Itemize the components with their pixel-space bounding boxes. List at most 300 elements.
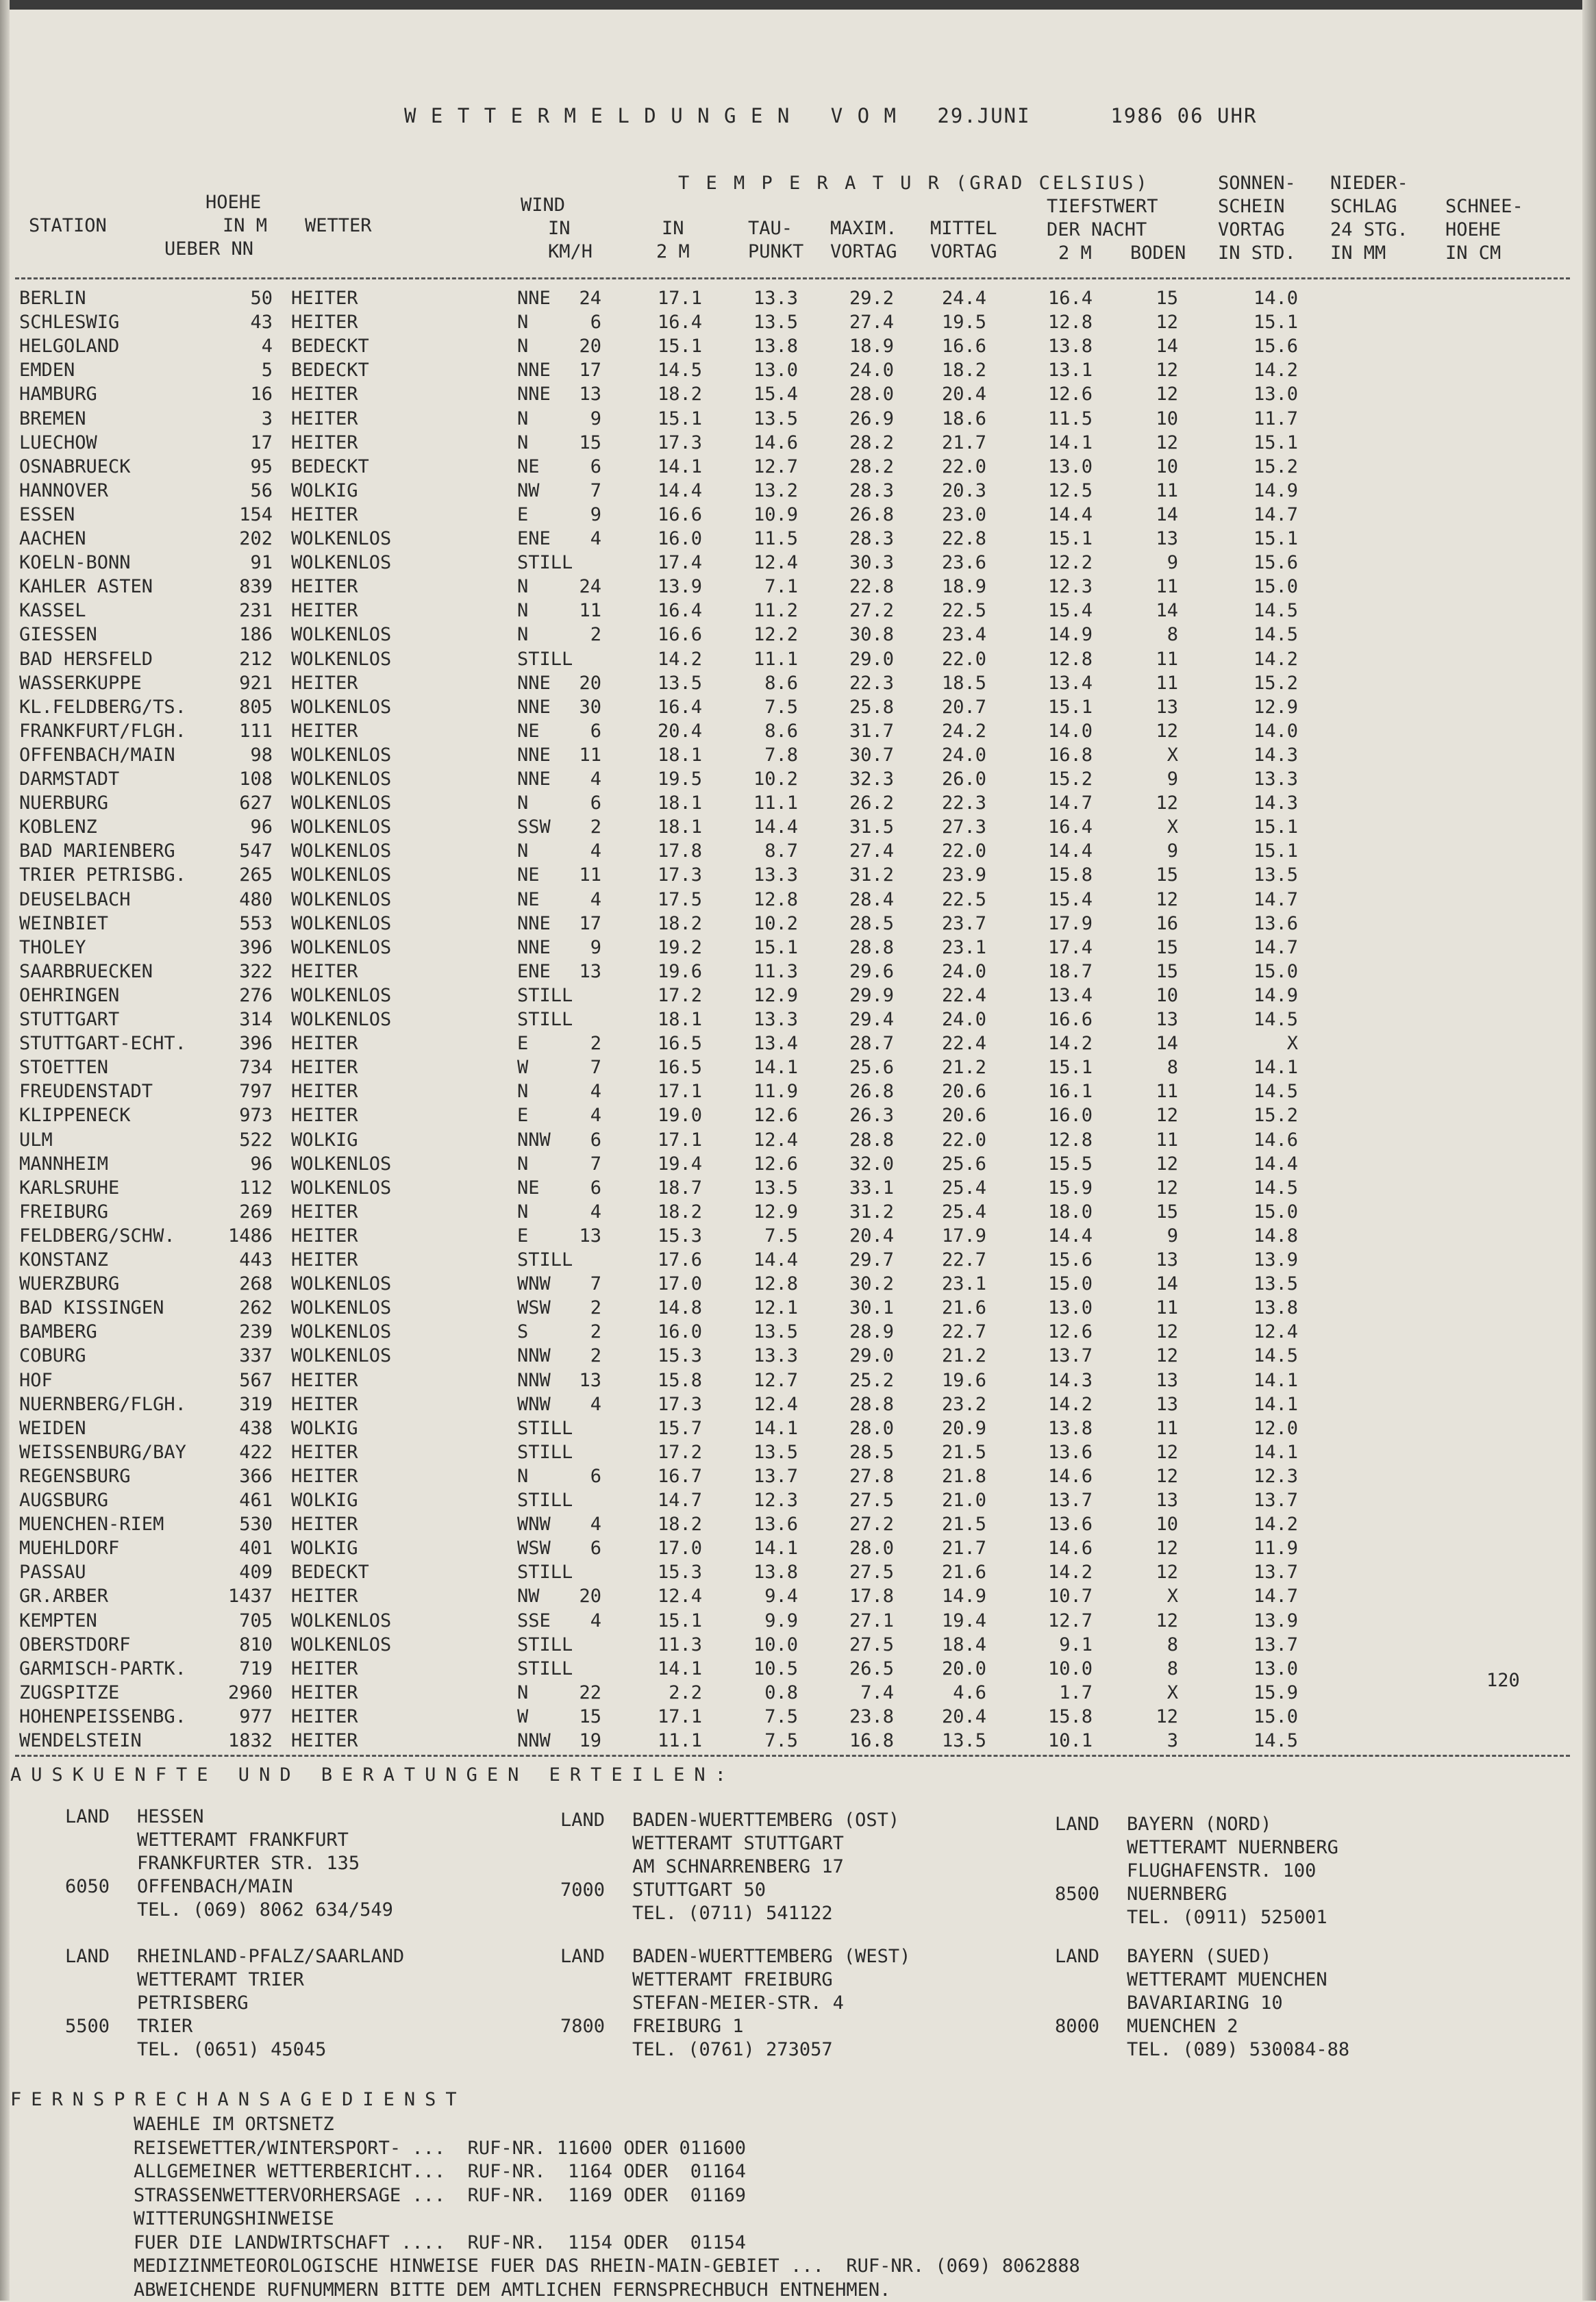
cell-min-ground: 13 [1156,1249,1178,1271]
cell-min-ground: 12 [1156,720,1178,742]
cell-max: 27.5 [849,1490,894,1511]
cell-min2m: 14.6 [1047,1465,1093,1487]
cell-dew: 7.5 [764,1225,798,1247]
cell-station: MUENCHEN-RIEM [19,1514,164,1536]
cell-dew: 13.4 [753,1033,798,1055]
cell-sun: 12.4 [1253,1321,1298,1343]
header-in2m-1: IN [662,218,684,239]
table-row [0,1177,1596,1201]
cell-min2m: 16.4 [1047,816,1093,838]
cell-sun: 14.1 [1253,1369,1298,1391]
header-tiefst-2m: 2 M [1058,242,1092,264]
phone-service-line: REISEWETTER/WINTERSPORT- ... RUF-NR. 11600 ODER 011600 [134,2137,747,2159]
table-row [0,336,1596,359]
cell-height: 262 [239,1297,273,1319]
cell-weather: HEITER [291,431,358,453]
cell-min-ground: 10 [1156,455,1178,477]
cell-weather: HEITER [291,1730,358,1751]
office-land-label: LAND [1055,1814,1100,1835]
cell-wind-dir: STILL [517,1634,573,1655]
cell-sun: 14.7 [1253,1586,1298,1607]
cell-wind-dir: NE [517,720,540,742]
table-row [0,864,1596,888]
cell-wind-dir: S [517,1321,529,1343]
cell-station: GR.ARBER [19,1586,109,1607]
table-row [0,1321,1596,1344]
cell-min-ground: 13 [1156,696,1178,718]
cell-wind-dir: W [517,1057,529,1079]
cell-dew: 13.5 [753,1177,798,1199]
cell-max: 27.2 [849,1514,894,1536]
cell-weather: HEITER [291,1441,358,1463]
cell-wind-dir: NNE [517,384,551,405]
cell-max: 28.3 [849,479,894,501]
cell-dew: 13.5 [753,1441,798,1463]
cell-wind-speed: 13 [579,384,601,405]
table-row [0,1442,1596,1465]
cell-dew: 10.5 [753,1657,798,1679]
cell-mean: 20.6 [941,1081,986,1103]
cell-max: 18.9 [849,336,894,358]
cell-min2m: 15.8 [1047,1705,1093,1727]
cell-station: WEISSENBURG/BAY [19,1441,186,1463]
cell-weather: HEITER [291,384,358,405]
cell-height: 112 [239,1177,273,1199]
cell-sun: 14.2 [1253,648,1298,670]
cell-t2m: 15.3 [657,1345,702,1367]
cell-wind-speed: 2 [590,1345,601,1367]
cell-max: 28.4 [849,888,894,910]
cell-t2m: 18.2 [657,912,702,934]
cell-min-ground: 11 [1156,576,1178,598]
cell-mean: 4.6 [953,1681,986,1703]
cell-station: EMDEN [19,360,75,381]
cell-dew: 10.0 [753,1634,798,1655]
table-row [0,1057,1596,1080]
cell-max: 31.7 [849,720,894,742]
cell-sun: 15.9 [1253,1681,1298,1703]
cell-wind-speed: 6 [590,1177,601,1199]
cell-max: 27.4 [849,840,894,862]
header-wetter: WETTER [305,215,372,236]
cell-t2m: 18.2 [657,384,702,405]
office-phone: TEL. (0651) 45045 [137,2039,327,2060]
cell-max: 27.5 [849,1562,894,1584]
cell-height: 627 [239,792,273,814]
cell-sun: 14.8 [1253,1225,1298,1247]
cell-dew: 12.6 [753,1105,798,1127]
table-row [0,985,1596,1008]
cell-sun: 14.2 [1253,1514,1298,1536]
fernsprech-title: FERNSPRECHANSAGEDIENST [10,2089,466,2110]
header-sonne-1: SONNEN- [1218,173,1296,194]
cell-weather: HEITER [291,1586,358,1607]
table-row [0,768,1596,792]
cell-sun: 12.0 [1253,1417,1298,1439]
cell-wind-dir: STILL [517,1249,573,1271]
cell-min2m: 15.1 [1047,528,1093,549]
cell-t2m: 17.5 [657,888,702,910]
cell-weather: WOLKENLOS [291,528,392,549]
cell-t2m: 11.1 [657,1730,702,1751]
table-row [0,1490,1596,1513]
office-city: OFFENBACH/MAIN [137,1876,293,1897]
cell-sun: 13.7 [1253,1490,1298,1511]
cell-t2m: 16.5 [657,1033,702,1055]
cell-min-ground: 8 [1167,1657,1178,1679]
table-row [0,384,1596,407]
cell-dew: 15.1 [753,936,798,958]
cell-height: 797 [239,1081,273,1103]
cell-station: KAHLER ASTEN [19,576,153,598]
cell-mean: 22.4 [941,984,986,1006]
cell-height: 977 [239,1705,273,1727]
cell-height: 522 [239,1129,273,1151]
cell-weather: WOLKENLOS [291,744,392,766]
cell-sun: 15.6 [1253,336,1298,358]
cell-height: 443 [239,1249,273,1271]
cell-min2m: 13.4 [1047,984,1093,1006]
cell-wind-dir: STILL [517,1441,573,1463]
cell-wind-speed: 13 [579,1225,601,1247]
cell-min2m: 15.4 [1047,888,1093,910]
cell-t2m: 17.1 [657,1705,702,1727]
cell-wind-speed: 6 [590,792,601,814]
header-temperatur: T E M P E R A T U R (GRAD CELSIUS) [678,173,1150,194]
cell-station: FELDBERG/SCHW. [19,1225,175,1247]
table-row [0,697,1596,720]
cell-sun: 15.0 [1253,1705,1298,1727]
cell-station: NUERBURG [19,792,109,814]
cell-t2m: 17.8 [657,840,702,862]
cell-t2m: 18.2 [657,1514,702,1536]
cell-mean: 22.7 [941,1249,986,1271]
cell-mean: 25.6 [941,1153,986,1175]
cell-sun: 14.3 [1253,792,1298,814]
cell-weather: HEITER [291,1057,358,1079]
cell-height: 231 [239,600,273,622]
cell-weather: WOLKIG [291,1129,358,1151]
cell-min2m: 13.1 [1047,360,1093,381]
table-row [0,1634,1596,1657]
cell-wind-dir: N [517,1681,529,1703]
cell-height: 705 [239,1610,273,1631]
cell-min-ground: 11 [1156,1081,1178,1103]
cell-station: ESSEN [19,503,75,525]
cell-t2m: 16.0 [657,1321,702,1343]
cell-wind-speed: 7 [590,1057,601,1079]
cell-min2m: 13.6 [1047,1514,1093,1536]
office-plz: 7800 [560,2016,606,2037]
cell-sun: 15.2 [1253,1105,1298,1127]
cell-t2m: 16.6 [657,624,702,646]
cell-wind-speed: 6 [590,720,601,742]
cell-min-ground: 9 [1167,1225,1178,1247]
cell-t2m: 17.4 [657,552,702,574]
cell-height: 1486 [227,1225,273,1247]
cell-station: HOF [19,1369,53,1391]
cell-t2m: 15.3 [657,1225,702,1247]
cell-mean: 17.9 [941,1225,986,1247]
table-row [0,552,1596,575]
cell-height: 111 [239,720,273,742]
cell-dew: 12.4 [753,1393,798,1415]
cell-min2m: 14.7 [1047,792,1093,814]
cell-sun: 14.5 [1253,1730,1298,1751]
cell-mean: 20.9 [941,1417,986,1439]
table-row [0,432,1596,455]
header-nieder-2: SCHLAG [1330,196,1397,217]
cell-min2m: 14.1 [1047,431,1093,453]
cell-wind-speed: 9 [590,503,601,525]
cell-weather: HEITER [291,1033,358,1055]
table-row [0,360,1596,383]
cell-weather: HEITER [291,1369,358,1391]
cell-dew: 12.7 [753,455,798,477]
cell-wind-speed: 4 [590,1105,601,1127]
header-hoehe-3: UEBER NN [164,238,254,260]
cell-height: 95 [250,455,273,477]
cell-t2m: 14.4 [657,479,702,501]
cell-height: 567 [239,1369,273,1391]
cell-station: THOLEY [19,936,86,958]
table-row [0,1610,1596,1634]
cell-min-ground: 13 [1156,1009,1178,1030]
cell-min2m: 16.4 [1047,288,1093,309]
cell-wind-speed: 6 [590,1129,601,1151]
cell-max: 27.8 [849,1465,894,1487]
cell-wind-speed: 4 [590,1514,601,1536]
cell-t2m: 17.3 [657,1393,702,1415]
cell-t2m: 18.7 [657,1177,702,1199]
cell-min-ground: 13 [1156,1490,1178,1511]
cell-min2m: 15.6 [1047,1249,1093,1271]
cell-min2m: 18.0 [1047,1201,1093,1223]
cell-t2m: 2.2 [669,1681,702,1703]
cell-mean: 22.3 [941,792,986,814]
cell-station: MANNHEIM [19,1153,109,1175]
cell-sun: 13.7 [1253,1634,1298,1655]
phone-service-line: WITTERUNGSHINWEISE [134,2208,334,2229]
cell-min-ground: 14 [1156,1033,1178,1055]
cell-sun: 15.1 [1253,312,1298,334]
cell-t2m: 20.4 [657,720,702,742]
cell-wind-dir: N [517,600,529,622]
cell-wind-dir: WSW [517,1538,551,1560]
cell-mean: 21.6 [941,1297,986,1319]
phone-service-line: STRASSENWETTERVORHERSAGE ... RUF-NR. 1169 ODER 01169 [134,2184,747,2206]
cell-mean: 22.0 [941,455,986,477]
cell-t2m: 16.5 [657,1057,702,1079]
cell-station: DEUSELBACH [19,888,131,910]
cell-t2m: 16.4 [657,312,702,334]
cell-min-ground: 11 [1156,672,1178,694]
cell-max: 30.1 [849,1297,894,1319]
cell-wind-speed: 4 [590,1393,601,1415]
cell-station: DARMSTADT [19,768,120,790]
cell-min-ground: 15 [1156,864,1178,886]
cell-t2m: 15.7 [657,1417,702,1439]
cell-height: 154 [239,503,273,525]
table-row [0,1009,1596,1032]
cell-height: 96 [250,816,273,838]
cell-min-ground: 9 [1167,768,1178,790]
cell-mean: 22.0 [941,840,986,862]
cell-min-ground: 3 [1167,1730,1178,1751]
table-row [0,1730,1596,1753]
cell-station: STOETTEN [19,1057,109,1079]
cell-weather: HEITER [291,960,358,982]
cell-sun: 13.8 [1253,1297,1298,1319]
header-hoehe-2: IN M [223,215,268,236]
cell-t2m: 19.6 [657,960,702,982]
cell-sun: 11.9 [1253,1538,1298,1560]
cell-station: BERLIN [19,288,86,309]
cell-height: 108 [239,768,273,790]
cell-sun: 13.5 [1253,1273,1298,1295]
cell-min-ground: 12 [1156,431,1178,453]
cell-t2m: 17.1 [657,1129,702,1151]
cell-max: 28.0 [849,1417,894,1439]
table-row [0,504,1596,527]
cell-weather: WOLKENLOS [291,816,392,838]
office-land-label: LAND [65,1806,110,1827]
cell-wind-speed: 13 [579,1369,601,1391]
cell-t2m: 19.0 [657,1105,702,1127]
cell-sun: 14.1 [1253,1441,1298,1463]
cell-dew: 12.4 [753,1129,798,1151]
cell-max: 32.3 [849,768,894,790]
cell-wind-dir: N [517,1153,529,1175]
cell-max: 29.4 [849,1009,894,1030]
header-taupunkt-2: PUNKT [748,241,804,262]
cell-min2m: 13.4 [1047,672,1093,694]
cell-station: KOELN-BONN [19,552,131,574]
cell-wind-speed: 4 [590,840,601,862]
cell-max: 29.6 [849,960,894,982]
cell-wind-dir: E [517,1225,529,1247]
cell-min-ground: 11 [1156,648,1178,670]
cell-min-ground: 12 [1156,1705,1178,1727]
cell-t2m: 19.2 [657,936,702,958]
cell-wind-speed: 22 [579,1681,601,1703]
cell-max: 31.5 [849,816,894,838]
cell-t2m: 17.0 [657,1273,702,1295]
cell-wind-speed: 7 [590,1273,601,1295]
cell-sun: 14.0 [1253,288,1298,309]
cell-mean: 21.0 [941,1490,986,1511]
divider-bottom [15,1755,1570,1757]
cell-wind-dir: N [517,336,529,358]
cell-min-ground: 11 [1156,1129,1178,1151]
cell-min2m: 12.2 [1047,552,1093,574]
cell-wind-speed: 2 [590,816,601,838]
phone-service-line: FUER DIE LANDWIRTSCHAFT .... RUF-NR. 1154 ODER 01154 [134,2231,747,2253]
cell-sun: 14.9 [1253,984,1298,1006]
cell-height: 5 [261,360,273,381]
cell-max: 27.5 [849,1634,894,1655]
cell-weather: WOLKENLOS [291,984,392,1006]
office-street: FLUGHAFENSTR. 100 [1127,1860,1317,1881]
cell-sun: 15.1 [1253,840,1298,862]
cell-station: WEINBIET [19,912,109,934]
cell-wind-speed: 17 [579,912,601,934]
cell-min-ground: 8 [1167,1634,1178,1655]
table-row [0,1586,1596,1609]
cell-wind-speed: 11 [579,744,601,766]
cell-weather: WOLKENLOS [291,792,392,814]
cell-station: SCHLESWIG [19,312,120,334]
cell-wind-dir: N [517,576,529,598]
cell-sun: 14.7 [1253,888,1298,910]
cell-station: KONSTANZ [19,1249,109,1271]
cell-weather: HEITER [291,503,358,525]
cell-mean: 21.7 [941,431,986,453]
cell-max: 28.2 [849,431,894,453]
cell-sun: 14.5 [1253,600,1298,622]
cell-t2m: 13.5 [657,672,702,694]
cell-weather: WOLKENLOS [291,1273,392,1295]
cell-min2m: 10.1 [1047,1730,1093,1751]
cell-t2m: 16.0 [657,528,702,549]
cell-max: 28.8 [849,1129,894,1151]
cell-wind-dir: WNW [517,1514,551,1536]
cell-mean: 23.1 [941,1273,986,1295]
cell-max: 28.2 [849,455,894,477]
cell-dew: 8.7 [764,840,798,862]
cell-mean: 19.5 [941,312,986,334]
office-street: PETRISBERG [137,1992,249,2014]
cell-mean: 20.6 [941,1105,986,1127]
table-row [0,1394,1596,1417]
cell-min-ground: 13 [1156,528,1178,549]
cell-min2m: 15.0 [1047,1273,1093,1295]
cell-dew: 7.8 [764,744,798,766]
office-plz: 7000 [560,1879,606,1901]
cell-wind-speed: 2 [590,624,601,646]
cell-height: 1832 [227,1730,273,1751]
cell-weather: WOLKENLOS [291,1634,392,1655]
cell-min2m: 14.4 [1047,503,1093,525]
table-row [0,1129,1596,1153]
cell-min-ground: 12 [1156,1321,1178,1343]
cell-mean: 26.0 [941,768,986,790]
cell-min-ground: 13 [1156,1369,1178,1391]
cell-wind-dir: NNE [517,360,551,381]
cell-mean: 22.0 [941,1129,986,1151]
cell-dew: 13.8 [753,1562,798,1584]
cell-min-ground: 12 [1156,1105,1178,1127]
cell-dew: 14.1 [753,1417,798,1439]
table-row [0,1225,1596,1249]
cell-weather: WOLKENLOS [291,552,392,574]
header-taupunkt-1: TAU- [748,218,793,239]
cell-dew: 10.2 [753,912,798,934]
cell-mean: 27.3 [941,816,986,838]
cell-mean: 22.7 [941,1321,986,1343]
cell-dew: 7.1 [764,576,798,598]
table-row [0,913,1596,936]
cell-wind-dir: E [517,503,529,525]
cell-min-ground: 12 [1156,1345,1178,1367]
table-row [0,1345,1596,1368]
office-city: FREIBURG 1 [632,2016,744,2037]
cell-weather: WOLKENLOS [291,1610,392,1631]
office-land-label: LAND [65,1946,110,1967]
cell-wind-dir: WSW [517,1297,551,1319]
office-land-label: LAND [1055,1946,1100,1967]
cell-wind-speed: 15 [579,431,601,453]
